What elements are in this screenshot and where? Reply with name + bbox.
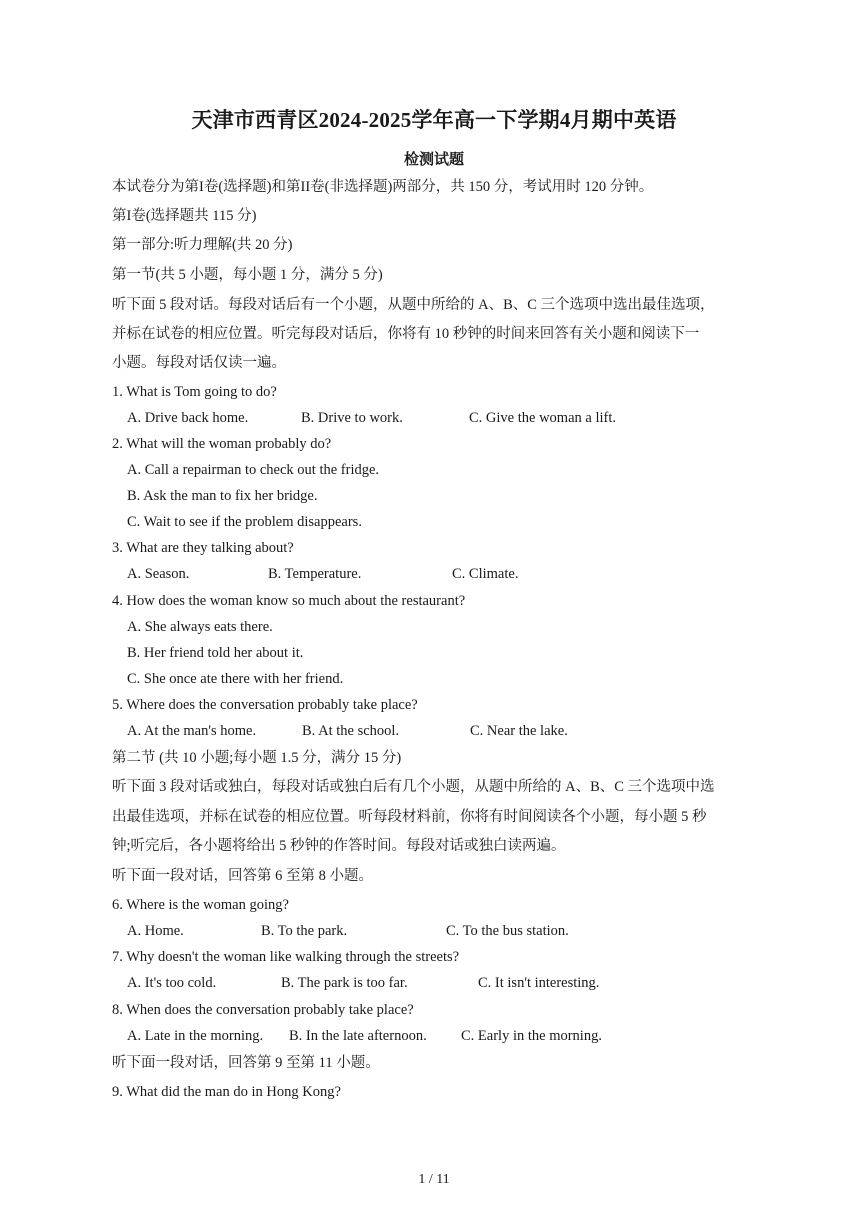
option-b: B. Temperature. (268, 566, 362, 582)
question-stem: 9. What did the man do in Hong Kong? (112, 1084, 341, 1100)
option-a: A. Drive back home. (127, 410, 249, 426)
section1-instruction: 听下面 5 段对话。每段对话后有一个小题，从题中所给的 A、B、C 三个选项中选出最佳选项， (112, 297, 715, 313)
exam-intro: 本试卷分为第I卷(选择题)和第II卷(非选择题)两部分，共 150 分，考试用时 120 分钟。 (112, 179, 654, 195)
section2-instruction: 听下面 3 段对话或独白，每段对话或独白后有几个小题，从题中所给的 A、B、C 三个选项中选 (112, 779, 715, 795)
section1-instruction: 小题。每段对话仅读一遍。 (112, 355, 286, 371)
option-b: B. In the late afternoon. (289, 1028, 427, 1044)
option-c: C. Give the woman a lift. (469, 410, 616, 426)
option-b: B. Drive to work. (301, 410, 403, 426)
option-a: A. Late in the morning. (127, 1028, 264, 1044)
option-a: A. It's too cold. (127, 975, 217, 991)
question-stem: 7. Why doesn't the woman like walking through the streets? (112, 949, 460, 965)
option-a: A. Call a repairman to check out the fridge. (127, 462, 380, 478)
option-c: C. To the bus station. (446, 923, 569, 939)
question-stem: 3. What are they talking about? (112, 540, 294, 556)
option-b: B. Her friend told her about it. (127, 645, 304, 661)
group-instruction: 听下面一段对话，回答第 6 至第 8 小题。 (112, 868, 373, 884)
section2-heading: 第二节 (共 10 小题;每小题 1.5 分，满分 15 分) (112, 750, 402, 766)
option-c: C. It isn't interesting. (478, 975, 600, 991)
section2-instruction: 钟;听完后，各小题将给出 5 秒钟的作答时间。每段对话或独白读两遍。 (112, 838, 566, 854)
option-c: C. Early in the morning. (461, 1028, 602, 1044)
question-stem: 4. How does the woman know so much about the restaurant? (112, 593, 466, 609)
option-a: A. She always eats there. (127, 619, 273, 635)
option-c: C. Climate. (452, 566, 519, 582)
option-c: C. Wait to see if the problem disappears. (127, 514, 362, 530)
option-a: A. Season. (127, 566, 190, 582)
question-stem: 5. Where does the conversation probably take place? (112, 697, 418, 713)
section2-instruction: 出最佳选项，并标在试卷的相应位置。听每段材料前，你将有时间阅读各个小题，每小题 5 秒 (112, 809, 707, 825)
option-a: A. At the man's home. (127, 723, 257, 739)
section1-instruction: 并标在试卷的相应位置。听完每段对话后，你将有 10 秒钟的时间来回答有关小题和阅读下一 (112, 326, 700, 342)
question-stem: 2. What will the woman probably do? (112, 436, 332, 452)
document-subtitle: 检测试题 (403, 152, 464, 168)
volume-heading: 第I卷(选择题共 115 分) (112, 208, 257, 224)
question-stem: 1. What is Tom going to do? (112, 384, 277, 400)
option-c: C. She once ate there with her friend. (127, 671, 344, 687)
document-title: 天津市西青区2024-2025学年高一下学期4月期中英语 (191, 108, 677, 132)
option-b: B. To the park. (261, 923, 348, 939)
option-b: B. The park is too far. (281, 975, 408, 991)
question-stem: 8. When does the conversation probably take place? (112, 1002, 414, 1018)
question-stem: 6. Where is the woman going? (112, 897, 289, 913)
group-instruction: 听下面一段对话，回答第 9 至第 11 小题。 (112, 1055, 380, 1071)
option-b: B. At the school. (302, 723, 400, 739)
option-c: C. Near the lake. (470, 723, 568, 739)
part-heading: 第一部分:听力理解(共 20 分) (112, 237, 293, 253)
section1-heading: 第一节(共 5 小题，每小题 1 分，满分 5 分) (112, 267, 383, 283)
option-a: A. Home. (127, 923, 184, 939)
option-b: B. Ask the man to fix her bridge. (127, 488, 318, 504)
page-number: 1 / 11 (418, 1172, 450, 1187)
